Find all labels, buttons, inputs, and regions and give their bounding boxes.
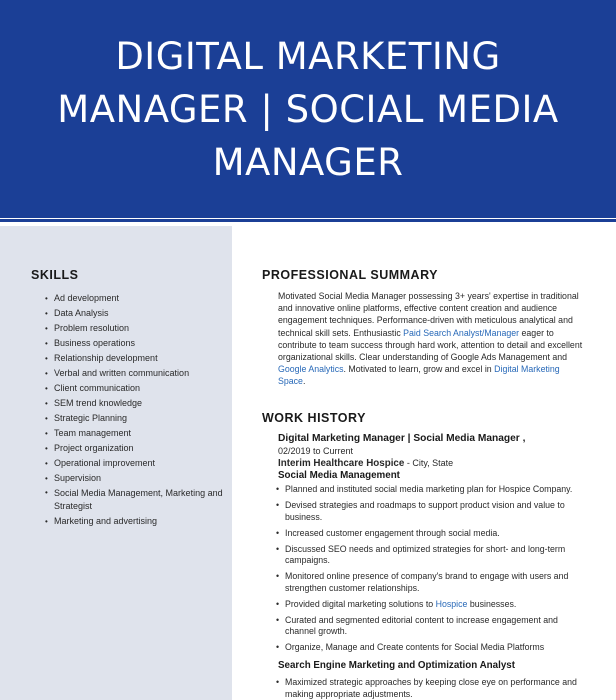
summary-part: .: [302, 376, 306, 387]
skill-item: • Verbal and written communication: [45, 366, 225, 381]
summary-link-paid-search[interactable]: Paid Search Analyst/Manager: [403, 327, 520, 338]
summary-part: Motivated Social Media Manager possessing 3+ years' expertise in traditional and innovative online platforms, effective content creation and audience engagement techniques. Performance-driven with meticulous analytical and technical skill sets. Enthusiastic: [278, 291, 579, 338]
skill-item: • Ad development: [45, 291, 225, 306]
job-bullet: • Organize, Manage and Create contents for Social Media Platforms: [276, 642, 586, 654]
resume-header: [0, 0, 616, 218]
name-line-1: DIGITAL MARKETING: [115, 35, 501, 78]
hospice-link[interactable]: Hospice: [435, 598, 468, 609]
skill-item: • Relationship development: [45, 351, 225, 366]
job-bullet: • Maximized strategic approaches by keeping close eye on performance and making appropriate adjustments.: [276, 677, 586, 700]
name-line-2: MANAGER | SOCIAL MEDIA: [57, 88, 559, 131]
job-title: Digital Marketing Manager | Social Media Manager ,: [278, 433, 526, 444]
job-bullet: • Discussed SEO needs and optimized strategies for short- and long-term campaigns.: [276, 544, 586, 567]
bullet-part: Provided digital marketing solutions to: [285, 598, 436, 609]
role-title-2: Search Engine Marketing and Optimization Analyst: [278, 660, 515, 671]
skill-item: • Client communication: [45, 381, 225, 396]
job-entry: [278, 433, 588, 482]
summary-link-google-analytics[interactable]: Google Analytics: [278, 364, 344, 375]
skill-item: • Data Analysis: [45, 306, 225, 321]
company-name: Interim Healthcare Hospice: [278, 458, 405, 469]
skills-list: [45, 291, 225, 529]
job-bullet: • Monitored online presence of company's brand to engage with users and strengthen customer relationships.: [276, 571, 586, 594]
job-bullet: • Planned and instituted social media marketing plan for Hospice Company.: [276, 484, 586, 496]
resume-name: [10, 30, 606, 189]
work-history-heading: WORK HISTORY: [262, 411, 366, 425]
skill-item: • Supervision: [45, 471, 225, 486]
job-bullet: • Increased customer engagement through social media.: [276, 528, 586, 540]
role-title: Social Media Management: [278, 470, 400, 481]
job-bullet: • Curated and segmented editorial content to increase engagement and channel growth.: [276, 615, 586, 638]
summary-part: . Motivated to learn, grow and excel in: [343, 364, 495, 375]
summary-heading: PROFESSIONAL SUMMARY: [262, 268, 438, 282]
skill-item: • Social Media Management, Marketing and Strategist: [45, 487, 225, 512]
summary-link-digital-marketing[interactable]: Digital Marketing Space: [278, 364, 560, 387]
job-bullet: • Devised strategies and roadmaps to support product vision and value to business.: [276, 500, 586, 523]
header-divider: [0, 219, 616, 222]
skill-item: • Marketing and advertising: [45, 514, 225, 529]
company-line: [278, 457, 588, 470]
skill-item: • Problem resolution: [45, 321, 225, 336]
skill-item: • Strategic Planning: [45, 411, 225, 426]
summary-text: [278, 290, 584, 388]
job-bullets-2: [276, 677, 586, 700]
bullet-part: businesses.: [467, 598, 517, 609]
name-line-3: MANAGER: [212, 141, 404, 184]
job-bullet: [276, 599, 586, 611]
skill-item: • Operational improvement: [45, 456, 225, 471]
skill-item: • SEM trend knowledge: [45, 396, 225, 411]
company-location: - City, State: [404, 458, 454, 468]
skill-item: • Team management: [45, 426, 225, 441]
skill-item: • Project organization: [45, 441, 225, 456]
job-bullets: [276, 484, 586, 654]
job-dates: 02/2019 to Current: [278, 446, 354, 456]
summary-part: eager to contribute to team success through hard work, attention to detail and excellent organizational skills. Clear understanding of Google Ads Management and: [278, 327, 583, 363]
skills-heading: SKILLS: [31, 268, 79, 282]
skill-item: • Business operations: [45, 336, 225, 351]
